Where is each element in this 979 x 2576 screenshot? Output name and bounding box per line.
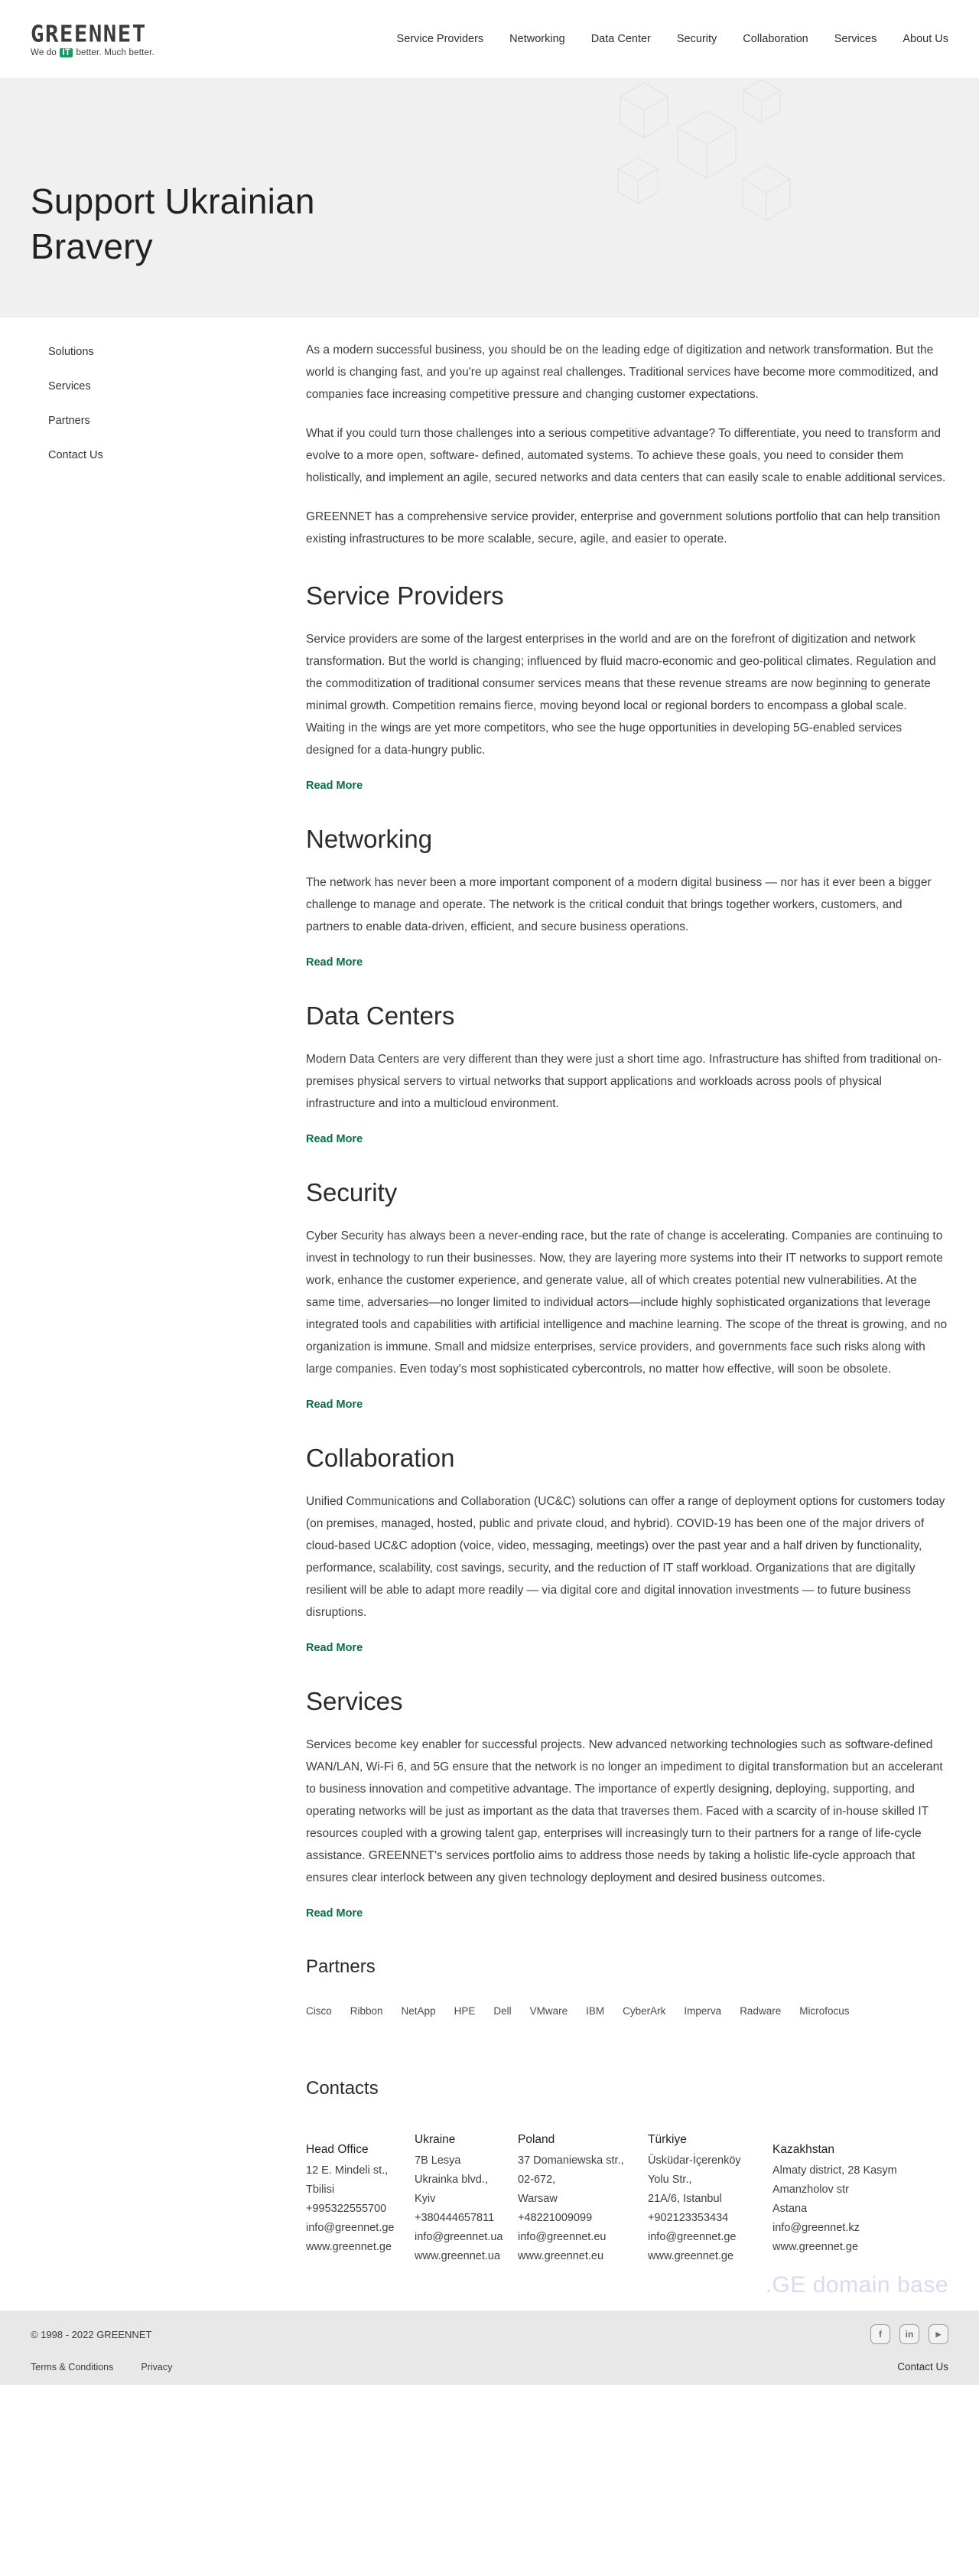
partner-ibm[interactable]: IBM	[586, 2005, 605, 2017]
office-address-line: 02-672,	[518, 2174, 556, 2186]
office-name: Türkiye	[648, 2133, 687, 2146]
sidebar-item-solutions[interactable]: Solutions	[48, 346, 94, 358]
site-header	[0, 0, 979, 78]
partners-title: Partners	[306, 1956, 376, 1977]
read-more-collaboration[interactable]: Read More	[306, 1642, 363, 1654]
main-content-area	[0, 318, 979, 2298]
hero-title	[31, 179, 948, 269]
facebook-icon[interactable]: f	[870, 2324, 890, 2344]
section-body-data-centers: Modern Data Centers are very different than they were just a short time ago. Infrastructure has shifted from traditional on-premises physical servers to virtual networks that support applications and workloads across pools of physical infrastructure and into a multicloud environment.	[306, 1053, 942, 1110]
read-more-security[interactable]: Read More	[306, 1399, 363, 1411]
office-address-line: Kyiv	[415, 2193, 436, 2205]
social-links	[870, 2324, 948, 2344]
logo-text: GREENNET	[31, 20, 147, 47]
office-name: Ukraine	[415, 2133, 456, 2146]
linkedin-icon[interactable]: in	[899, 2324, 919, 2344]
office-address-line: Tbilisi	[306, 2184, 335, 2196]
partners-list	[306, 2005, 948, 2017]
section-title-data-centers: Data Centers	[306, 1001, 455, 1030]
logo-tagline	[31, 48, 154, 57]
tagline-pre: We do	[31, 48, 60, 57]
main-nav	[397, 33, 948, 45]
tagline-post: better. Much better.	[73, 48, 154, 57]
office-address-line: Yolu Str.,	[648, 2174, 692, 2186]
partner-radware[interactable]: Radware	[740, 2005, 782, 2017]
section-title-collaboration: Collaboration	[306, 1444, 455, 1472]
nav-item-data-center[interactable]: Data Center	[590, 33, 651, 45]
contacts-list	[306, 2130, 948, 2266]
section-title-services: Services	[306, 1687, 403, 1715]
footer-links	[31, 2362, 172, 2372]
partner-microfocus[interactable]: Microfocus	[799, 2005, 850, 2017]
office-turkiye	[648, 2130, 772, 2266]
office-address-line: Üsküdar-İçerenköy	[648, 2154, 741, 2167]
side-nav	[48, 339, 306, 2298]
terms-and-conditions-link[interactable]: Terms & Conditions	[31, 2361, 114, 2372]
office-address-line: 12 E. Mindeli st.,	[306, 2164, 389, 2177]
nav-item-collaboration[interactable]: Collaboration	[743, 33, 808, 45]
partner-cisco[interactable]: Cisco	[306, 2005, 332, 2017]
office-poland	[518, 2130, 648, 2266]
ge-domain-watermark: .GE domain base	[765, 2272, 948, 2298]
office-ukraine	[415, 2130, 518, 2266]
office-name: Kazakhstan	[772, 2143, 834, 2156]
office-email-link[interactable]: info@greennet.ge	[306, 2222, 395, 2234]
office-address-line: 21A/6, Istanbul	[648, 2193, 722, 2205]
section-title-networking: Networking	[306, 825, 433, 853]
section-body-networking: The network has never been a more important component of a modern digital business — nor has it ever been a bigger challenge to manage and operate. The network is the critical conduit that brings together workers, customers, and partners to enable data-driven, efficient, and secure business operations.	[306, 876, 932, 933]
office-phone: +380444657811	[415, 2212, 495, 2224]
office-website-link[interactable]: www.greennet.ge	[306, 2241, 392, 2253]
contacts-title: Contacts	[306, 2078, 379, 2099]
read-more-services[interactable]: Read More	[306, 1907, 363, 1920]
office-head-office	[306, 2140, 415, 2266]
office-website-link[interactable]: www.greennet.eu	[518, 2250, 604, 2262]
section-body-service-providers: Service providers are some of the largest enterprises in the world and are on the forefront of digitization and network transformation. But the world is changing; influenced by fluid macro-economic and geo-political climates. Regulation and the commoditization of traditional consumer services means that these revenue streams are now beginning to generate minimal growth. Competition remains fierce, moving beyond local or regional borders to encompass a global scale. Waiting in the wings are yet more competitors, who see the huge opportunities in developing 5G-enabled services designed for a data-hungry public.	[306, 633, 936, 757]
partner-vmware[interactable]: VMware	[529, 2005, 568, 2017]
office-email-link[interactable]: info@greennet.ge	[648, 2231, 737, 2243]
nav-item-security[interactable]: Security	[676, 33, 717, 45]
office-address-line: Astana	[772, 2203, 808, 2215]
partner-hpe[interactable]: HPE	[454, 2005, 476, 2017]
partner-ribbon[interactable]: Ribbon	[350, 2005, 383, 2017]
hero-title-line1: Support Ukrainian	[31, 181, 315, 221]
office-phone: +902123353434	[648, 2212, 729, 2224]
office-address-line: 7B Lesya	[415, 2154, 461, 2167]
read-more-data-centers[interactable]: Read More	[306, 1133, 363, 1145]
hero-banner	[0, 78, 979, 318]
nav-item-about-us[interactable]: About Us	[903, 33, 948, 45]
it-badge: IT	[60, 48, 73, 57]
site-footer	[0, 2311, 979, 2385]
section-title-security: Security	[306, 1178, 398, 1207]
office-address-line: Warsaw	[518, 2193, 558, 2205]
sidebar-item-partners[interactable]: Partners	[48, 415, 90, 427]
youtube-icon[interactable]: ▶	[929, 2324, 948, 2344]
read-more-networking[interactable]: Read More	[306, 956, 363, 969]
section-body-collaboration: Unified Communications and Collaboration (UC&C) solutions can offer a range of deployment options for customers today (on premises, managed, hosted, public and private cloud, and hybrid). COVID-19 has been one of the major drivers of cloud-based UC&C adoption (voice, video, messaging, meetings) over the past year and a half driven by functionality, performance, scalability, cost savings, security, and the reduction of IT staff workload. Organizations that are digitally resilient will be able to adapt more readily — via digital core and digital innovation investments — to future business disruptions.	[306, 1495, 945, 1619]
intro-paragraph-1: As a modern successful business, you should be on the leading edge of digitization and network transformation. But the world is changing fast, and you're up against real challenges. Traditional services have become more commoditized, and companies face increasing competitive pressure and changing customer expectations.	[306, 344, 938, 401]
office-email-link[interactable]: info@greennet.kz	[772, 2222, 860, 2234]
section-body-services: Services become key enabler for successful projects. New advanced networking technologies such as software-defined WAN/LAN, Wi-Fi 6, and 5G ensure that the network is no longer an impediment to digital transformation but an accelerant to business innovation and competitive advantage. The importance of expertly designing, deploying, supporting, and operating networks will be just as important as the data that traverses them. Faced with a scarcity of in-house skilled IT resources coupled with a growing talent gap, enterprises will increasingly turn to their partners for a range of life-cycle assistance. GREENNET's services portfolio aims to address those needs by taking a holistic life-cycle approach that ensures clear interlock between any given technology deployment and desired business outcomes.	[306, 1738, 943, 1884]
office-name: Head Office	[306, 2143, 369, 2156]
partner-cyberark[interactable]: CyberArk	[623, 2005, 666, 2017]
office-website-link[interactable]: www.greennet.ge	[648, 2250, 734, 2262]
logo[interactable]	[31, 21, 154, 57]
office-email-link[interactable]: info@greennet.ua	[415, 2231, 503, 2243]
office-phone: +48221009099	[518, 2212, 593, 2224]
office-email-link[interactable]: info@greennet.eu	[518, 2231, 607, 2243]
partner-netapp[interactable]: NetApp	[401, 2005, 436, 2017]
section-title-service-providers: Service Providers	[306, 581, 504, 610]
section-body-security: Cyber Security has always been a never-ending race, but the rate of change is accelerating. Companies are continuing to invest in technology to run their businesses. Now, they are layering more systems into their IT networks to support remote work, enhance the customer experience, and generate value, all of which creates potential new vulnerabilities. At the same time, adversaries—no longer limited to individual actors—include highly sophisticated organizations that leverage integrated tools and capabilities with artificial intelligence and machine learning. The scope of the threat is growing, and no organization is immune. Small and midsize enterprises, service providers, and governments face such risks along with large companies. Even today's most sophisticated cybercontrols, no matter how effective, will soon be obsolete.	[306, 1229, 948, 1376]
nav-item-service-providers[interactable]: Service Providers	[396, 33, 484, 45]
footer-contact-us-link[interactable]: Contact Us	[897, 2361, 948, 2372]
sidebar-item-services[interactable]: Services	[48, 380, 91, 392]
office-website-link[interactable]: www.greennet.ge	[772, 2241, 859, 2253]
office-website-link[interactable]: www.greennet.ua	[415, 2250, 501, 2262]
office-address-line: Ukrainka blvd.,	[415, 2174, 488, 2186]
office-phone: +995322555700	[306, 2203, 387, 2215]
intro-paragraph-3: GREENNET has a comprehensive service provider, enterprise and government solutions portfolio that can help transition existing infrastructures to be more scalable, secure, agile, and easier to operate.	[306, 510, 941, 545]
copyright-text: © 1998 - 2022 GREENNET	[31, 2328, 152, 2340]
office-address-line: Amanzholov str	[772, 2184, 849, 2196]
privacy-link[interactable]: Privacy	[141, 2361, 173, 2372]
read-more-service-providers[interactable]: Read More	[306, 780, 363, 792]
office-kazakhstan	[772, 2140, 948, 2266]
partner-dell[interactable]: Dell	[493, 2005, 512, 2017]
office-name: Poland	[518, 2133, 555, 2146]
content-column	[306, 339, 948, 2298]
intro-paragraph-2: What if you could turn those challenges into a serious competitive advantage? To differentiate, you need to transform and evolve to a more open, software- defined, automated systems. To achieve these goals, you need to consider them holistically, and implement an agile, secured networks and data centers that can easily scale to enable additional services.	[306, 427, 946, 484]
hex-cube-pattern-graphic	[590, 78, 797, 248]
office-address-line: 37 Domaniewska str.,	[518, 2154, 624, 2167]
hero-title-line2: Bravery	[31, 226, 153, 266]
office-address-line: Almaty district, 28 Kasym	[772, 2164, 897, 2177]
nav-item-services[interactable]: Services	[834, 33, 877, 45]
partner-imperva[interactable]: Imperva	[684, 2005, 722, 2017]
sidebar-item-contact-us[interactable]: Contact Us	[48, 449, 103, 461]
nav-item-networking[interactable]: Networking	[509, 33, 565, 45]
